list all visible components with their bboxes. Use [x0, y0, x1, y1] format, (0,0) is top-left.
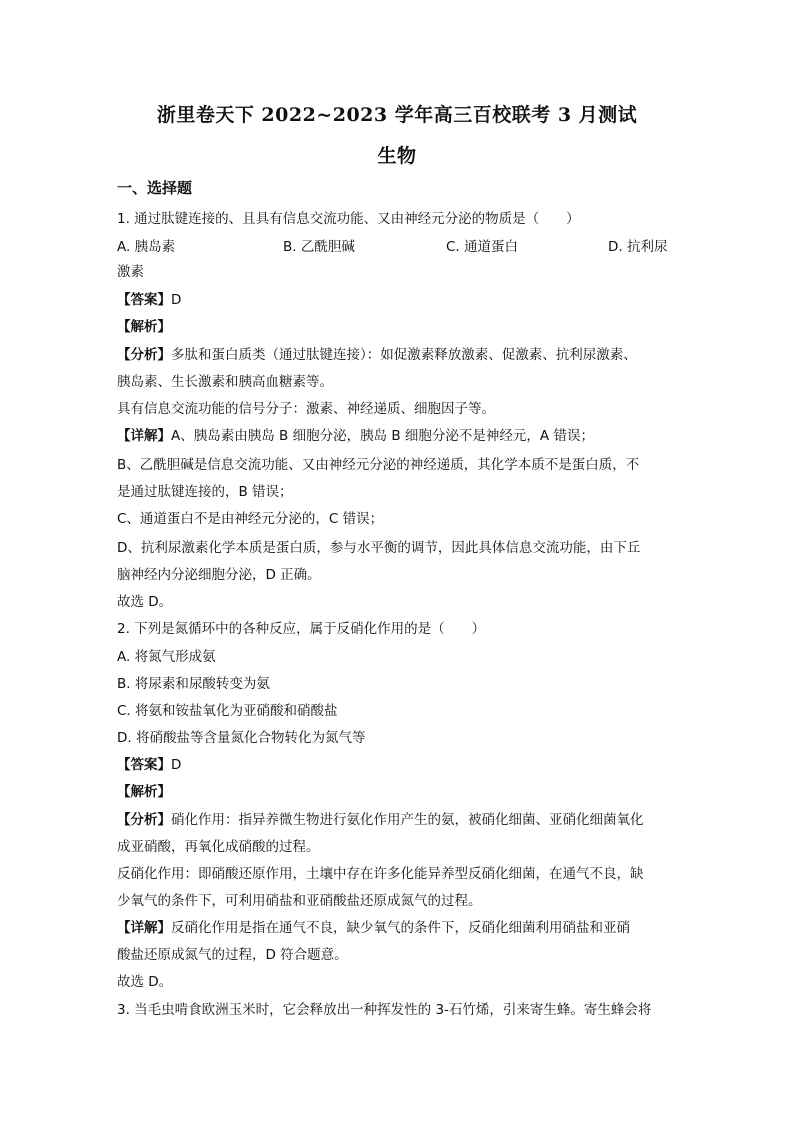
q2-stem: 2. 下列是氮循环中的各种反应，属于反硝化作用的是（ ） [117, 621, 486, 637]
q2-detail-line-2: 酸盐还原成氮气的过程，D 符合题意。 [117, 947, 348, 963]
q2-fenxi-line-4: 少氧气的条件下，可利用硝盐和亚硝酸盐还原成氮气的过程。 [117, 893, 482, 909]
q1-option-b: B. 乙酰胆碱 [283, 239, 355, 255]
section-heading: 一、选择题 [117, 179, 193, 197]
q2-answer [117, 755, 181, 775]
q1-option-a: A. 胰岛素 [117, 239, 176, 255]
q1-detail-line-2: B、乙酰胆碱是信息交流功能、又由神经元分泌的神经递质，其化学本质不是蛋白质，不 [117, 457, 640, 473]
document-subject: 生物 [377, 145, 417, 167]
answer-tag: 【答案】 [117, 757, 171, 773]
fenxi-tag: 【分析】 [117, 347, 171, 363]
xiangjie-tag: 【详解】 [117, 428, 171, 444]
q2-detail-line-1 [117, 918, 630, 938]
q1-option-c: C. 通道蛋白 [446, 239, 519, 255]
q1-fenxi-line-2: 胰岛素、生长激素和胰高血糖素等。 [117, 374, 333, 390]
q2-analysis-tag: 【解析】 [117, 784, 171, 800]
q2-option-d: D. 将硝酸盐等含量氮化合物转化为氮气等 [117, 730, 366, 746]
detail-text: 反硝化作用是指在通气不良，缺少氧气的条件下，反硝化细菌利用硝盐和亚硝 [171, 920, 630, 936]
fenxi-text: 硝化作用：指异养微生物进行氨化作用产生的氨，被硝化细菌、亚硝化细菌氧化 [171, 812, 644, 828]
fenxi-text: 多肽和蛋白质类（通过肽键连接）：如促激素释放激素、促激素、抗利尿激素、 [171, 347, 637, 363]
xiangjie-tag: 【详解】 [117, 920, 171, 936]
answer-tag: 【答案】 [117, 292, 171, 308]
q1-detail-line-3: 是通过肽键连接的，B 错误； [117, 484, 293, 500]
q2-fenxi-line-3: 反硝化作用：即硝酸还原作用，土壤中存在许多化能异养型反硝化细菌，在通气不良，缺 [117, 866, 644, 882]
document-title: 浙里卷天下 2022~2023 学年高三百校联考 3 月测试 [156, 104, 638, 126]
q1-analysis-tag: 【解析】 [117, 319, 171, 335]
detail-text: A、胰岛素由胰岛 B 细胞分泌，胰岛 B 细胞分泌不是神经元，A 错误； [171, 428, 594, 444]
q1-answer [117, 290, 181, 310]
answer-value: D [171, 757, 182, 773]
q1-detail-line-6: 脑神经内分泌细胞分泌，D 正确。 [117, 567, 321, 583]
q1-option-d-continued: 激素 [117, 264, 144, 280]
q3-stem: 3. 当毛虫啃食欧洲玉米时，它会释放出一种挥发性的 3-石竹烯，引来寄生蜂。寄生蜂会将 [117, 1002, 652, 1018]
q2-fenxi-line-1 [117, 810, 644, 830]
q1-fenxi-line-3: 具有信息交流功能的信号分子：激素、神经递质、细胞因子等。 [117, 401, 495, 417]
fenxi-tag: 【分析】 [117, 812, 171, 828]
q1-option-d: D. 抗利尿 [608, 239, 668, 255]
q1-fenxi-line-1 [117, 345, 637, 365]
q2-option-a: A. 将氮气形成氨 [117, 649, 216, 665]
q2-option-b: B. 将尿素和尿酸转变为氨 [117, 676, 270, 692]
q1-detail-line-1 [117, 426, 594, 446]
q1-conclusion: 故选 D。 [117, 594, 173, 610]
q1-stem: 1. 通过肽键连接的、且具有信息交流功能、又由神经元分泌的物质是（ ） [117, 211, 580, 227]
q2-fenxi-line-2: 成亚硝酸，再氧化成硝酸的过程。 [117, 839, 320, 855]
answer-value: D [171, 292, 182, 308]
q2-option-c: C. 将氨和铵盐氧化为亚硝酸和硝酸盐 [117, 703, 338, 719]
q1-detail-line-4: C、通道蛋白不是由神经元分泌的，C 错误； [117, 511, 384, 527]
q1-detail-line-5: D、抗利尿激素化学本质是蛋白质，参与水平衡的调节，因此具体信息交流功能，由下丘 [117, 540, 641, 556]
q2-conclusion: 故选 D。 [117, 974, 173, 990]
